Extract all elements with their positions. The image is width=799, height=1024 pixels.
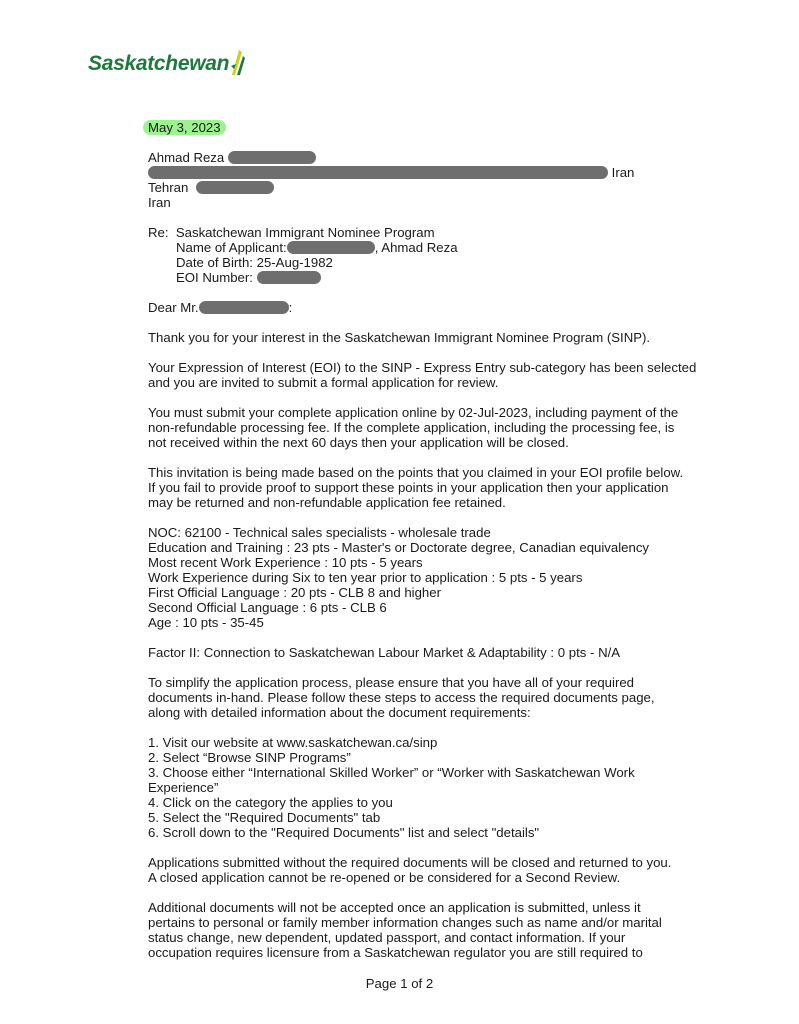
text-line: Additional documents will not be accepted once an application is submitted, unless it bbox=[148, 900, 641, 915]
redacted-eoi-number bbox=[257, 271, 321, 284]
letter-date: May 3, 2023 bbox=[143, 120, 226, 135]
saskatchewan-logo bbox=[88, 48, 246, 81]
text-line: not received within the next 60 days then your application will be closed. bbox=[148, 435, 569, 450]
text-line: A closed application cannot be re-opened or be considered for a Second Review. bbox=[148, 870, 621, 885]
text-line: non-refundable processing fee. If the complete application, including the processing fee, is bbox=[148, 420, 675, 435]
applicant-line bbox=[148, 240, 738, 255]
re-line bbox=[148, 225, 738, 240]
eoi-label: EOI Number: bbox=[176, 270, 253, 285]
points-item: Most recent Work Experience : 10 pts - 5 years bbox=[148, 555, 423, 570]
redacted-salutation-name bbox=[199, 301, 289, 314]
points-item: First Official Language : 20 pts - CLB 8 and higher bbox=[148, 585, 441, 600]
text-line: occupation requires licensure from a Saskatchewan regulator you are still required to bbox=[148, 945, 643, 960]
paragraph-points-basis bbox=[148, 465, 738, 510]
text-line: pertains to personal or family member information changes such as name and/or marital bbox=[148, 915, 662, 930]
text-line: and you are invited to submit a formal application for review. bbox=[148, 375, 499, 390]
recipient-address-line bbox=[148, 165, 738, 180]
eoi-line bbox=[148, 270, 738, 285]
recipient-country-line: Iran bbox=[611, 165, 635, 180]
step-item: 6. Scroll down to the "Required Documents" list and select "details" bbox=[148, 825, 540, 840]
text-line: This invitation is being made based on the points that you claimed in your EOI profile below. bbox=[148, 465, 684, 480]
text-line: may be returned and non-refundable application fee retained. bbox=[148, 495, 506, 510]
recipient-name-line bbox=[148, 150, 738, 165]
factor-two: Factor II: Connection to Saskatchewan Labour Market & Adaptability : 0 pts - N/A bbox=[148, 645, 621, 660]
text-line: status change, new dependent, updated passport, and contact information. If your bbox=[148, 930, 626, 945]
letter-body bbox=[148, 120, 738, 960]
salutation-suffix: : bbox=[288, 300, 293, 315]
salutation-prefix: Dear Mr. bbox=[148, 300, 199, 315]
text-line: To simplify the application process, please ensure that you have all of your required bbox=[148, 675, 635, 690]
re-label: Re: bbox=[148, 225, 169, 240]
points-list bbox=[148, 525, 738, 630]
text-line: Applications submitted without the required documents will be closed and returned to you. bbox=[148, 855, 672, 870]
paragraph-selected bbox=[148, 360, 738, 390]
recipient-name: Ahmad Reza bbox=[148, 150, 225, 165]
logo-wordmark: Saskatchewan bbox=[88, 52, 230, 75]
step-item: Experience” bbox=[148, 780, 219, 795]
applicant-suffix: , Ahmad Reza bbox=[374, 240, 458, 255]
points-item: Second Official Language : 6 pts - CLB 6 bbox=[148, 600, 387, 615]
page-number: Page 1 of 2 bbox=[365, 976, 434, 991]
letter-date-line bbox=[148, 120, 738, 135]
recipient-city-line bbox=[148, 180, 738, 195]
step-item: 1. Visit our website at www.saskatchewan.ca/sinp bbox=[148, 735, 438, 750]
re-program: Saskatchewan Immigrant Nominee Program bbox=[175, 225, 435, 240]
salutation bbox=[148, 300, 738, 315]
step-item: 4. Click on the category the applies to you bbox=[148, 795, 393, 810]
redacted-applicant-surname bbox=[287, 241, 375, 254]
recipient-city: Tehran bbox=[148, 180, 189, 195]
recipient-country: Iran bbox=[148, 195, 171, 210]
text-line: documents in-hand. Please follow these steps to access the required documents page, bbox=[148, 690, 655, 705]
redacted-address bbox=[148, 166, 608, 179]
step-item: 2. Select “Browse SINP Programs” bbox=[148, 750, 351, 765]
points-item: Education and Training : 23 pts - Master's or Doctorate degree, Canadian equivalency bbox=[148, 540, 650, 555]
text-line: Your Expression of Interest (EOI) to the SINP - Express Entry sub-category has been selected bbox=[148, 360, 697, 375]
points-item: Work Experience during Six to ten year prior to application : 5 pts - 5 years bbox=[148, 570, 583, 585]
wheat-sheaf-icon bbox=[230, 48, 246, 81]
paragraph-additional bbox=[148, 900, 738, 960]
paragraph-thanks bbox=[148, 330, 738, 345]
step-item: 3. Choose either “International Skilled Worker” or “Worker with Saskatchewan Work bbox=[148, 765, 635, 780]
paragraph-closed bbox=[148, 855, 738, 885]
redacted-surname bbox=[228, 151, 316, 164]
points-item: NOC: 62100 - Technical sales specialists - wholesale trade bbox=[148, 525, 491, 540]
applicant-label: Name of Applicant: bbox=[176, 240, 287, 255]
text-line: If you fail to provide proof to support these points in your application then your application bbox=[148, 480, 669, 495]
text-line: Thank you for your interest in the Saskatchewan Immigrant Nominee Program (SINP). bbox=[148, 330, 651, 345]
step-item: 5. Select the "Required Documents" tab bbox=[148, 810, 381, 825]
paragraph-deadline bbox=[148, 405, 738, 450]
dob-line: Date of Birth: 25-Aug-1982 bbox=[176, 255, 333, 270]
points-item: Age : 10 pts - 35-45 bbox=[148, 615, 264, 630]
text-line: along with detailed information about the document requirements: bbox=[148, 705, 531, 720]
steps-list bbox=[148, 735, 738, 840]
text-line: You must submit your complete application online by 02-Jul-2023, including payment of the bbox=[148, 405, 679, 420]
redacted-postal bbox=[196, 181, 274, 194]
paragraph-simplify bbox=[148, 675, 738, 720]
